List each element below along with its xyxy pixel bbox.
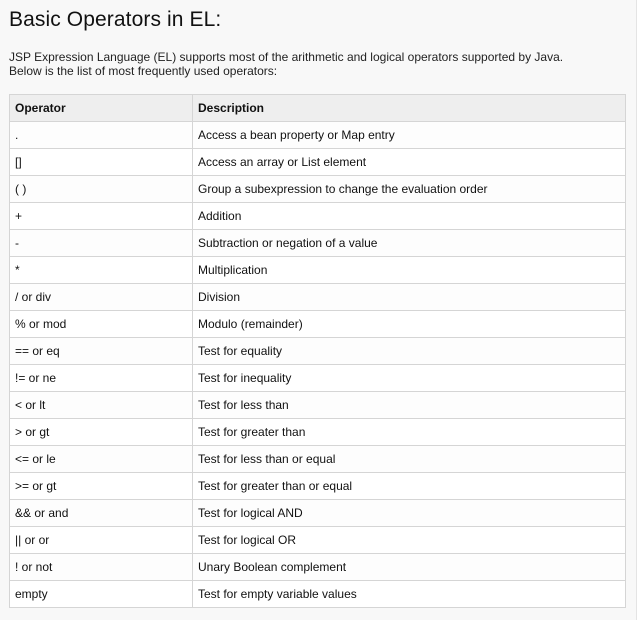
table-row [10, 392, 626, 419]
operator-cell: empty [10, 581, 193, 608]
operator-cell: ! or not [10, 554, 193, 581]
operator-cell: <= or le [10, 446, 193, 473]
operator-cell: / or div [10, 284, 193, 311]
table-header-row [10, 95, 626, 122]
table-row [10, 149, 626, 176]
description-cell: Unary Boolean complement [193, 554, 626, 581]
table-row [10, 257, 626, 284]
description-cell: Access a bean property or Map entry [193, 122, 626, 149]
description-cell: Test for less than [193, 392, 626, 419]
operator-cell: < or lt [10, 392, 193, 419]
table-row [10, 419, 626, 446]
header-description: Description [193, 95, 626, 122]
description-cell: Test for logical OR [193, 527, 626, 554]
table-row [10, 581, 626, 608]
table-row [10, 527, 626, 554]
table-row [10, 473, 626, 500]
description-cell: Multiplication [193, 257, 626, 284]
table-row [10, 176, 626, 203]
table-row [10, 203, 626, 230]
operator-cell: ( ) [10, 176, 193, 203]
operator-cell: - [10, 230, 193, 257]
operator-cell: * [10, 257, 193, 284]
description-cell: Test for less than or equal [193, 446, 626, 473]
operator-cell: % or mod [10, 311, 193, 338]
description-cell: Subtraction or negation of a value [193, 230, 626, 257]
table-row [10, 230, 626, 257]
operator-cell: >= or gt [10, 473, 193, 500]
operator-cell: [] [10, 149, 193, 176]
description-cell: Group a subexpression to change the evaluation order [193, 176, 626, 203]
intro-paragraph [9, 50, 626, 78]
page-title: Basic Operators in EL: [9, 8, 222, 31]
description-cell: Access an array or List element [193, 149, 626, 176]
operator-cell: || or or [10, 527, 193, 554]
table-row [10, 446, 626, 473]
description-cell: Modulo (remainder) [193, 311, 626, 338]
header-operator: Operator [10, 95, 193, 122]
description-cell: Test for logical AND [193, 500, 626, 527]
operator-cell: + [10, 203, 193, 230]
operators-table [9, 94, 626, 608]
description-cell: Addition [193, 203, 626, 230]
intro-line-1: JSP Expression Language (EL) supports most of the arithmetic and logical operators supported by Java. [9, 50, 564, 64]
operator-cell: == or eq [10, 338, 193, 365]
table-row [10, 311, 626, 338]
table-row [10, 365, 626, 392]
description-cell: Test for empty variable values [193, 581, 626, 608]
table-row [10, 284, 626, 311]
description-cell: Test for inequality [193, 365, 626, 392]
operator-cell: && or and [10, 500, 193, 527]
intro-line-2: Below is the list of most frequently used operators: [9, 64, 278, 78]
description-cell: Test for equality [193, 338, 626, 365]
description-cell: Test for greater than [193, 419, 626, 446]
operator-cell: != or ne [10, 365, 193, 392]
table-row [10, 500, 626, 527]
operator-cell: > or gt [10, 419, 193, 446]
table-row [10, 122, 626, 149]
table-row [10, 338, 626, 365]
description-cell: Division [193, 284, 626, 311]
description-cell: Test for greater than or equal [193, 473, 626, 500]
operator-cell: . [10, 122, 193, 149]
table-row [10, 554, 626, 581]
